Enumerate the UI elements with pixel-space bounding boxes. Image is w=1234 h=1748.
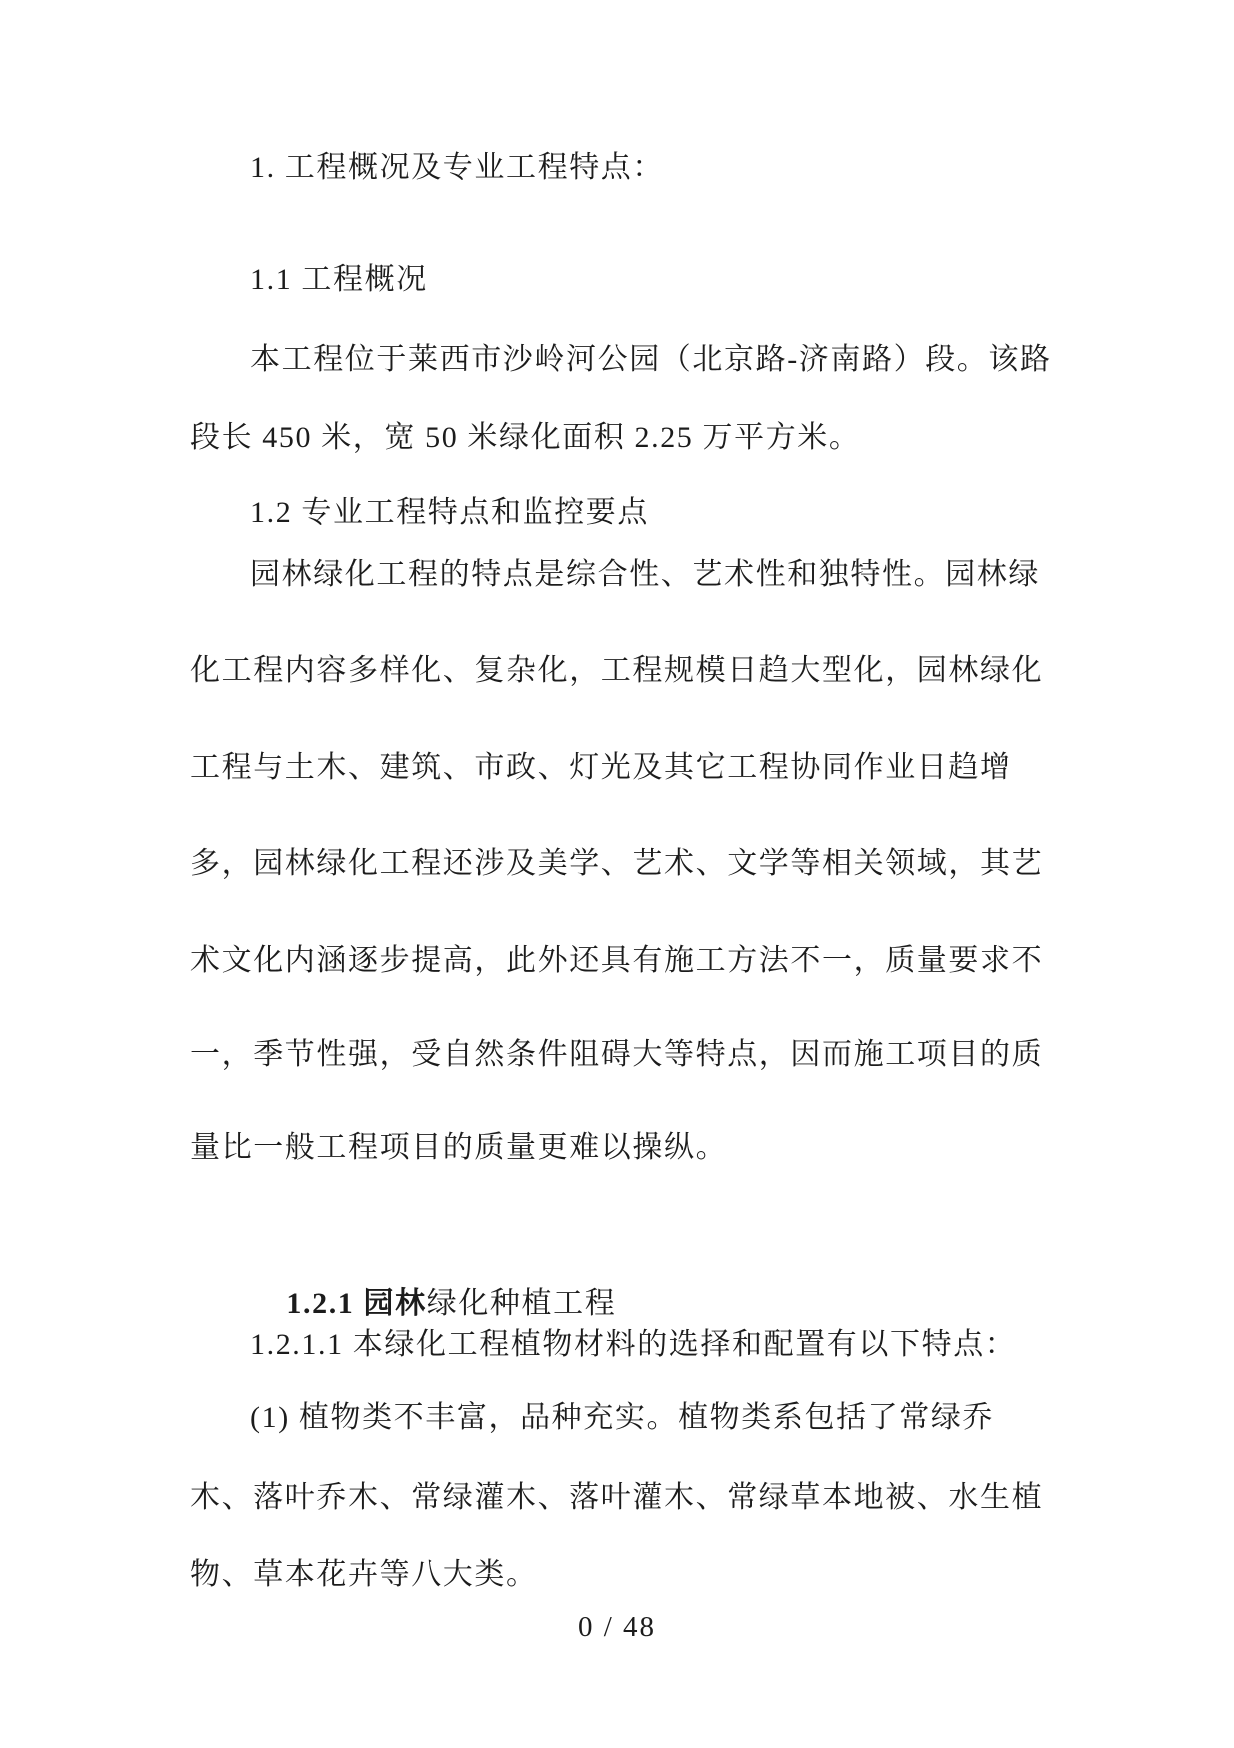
para-1-2-line-5: 术文化内涵逐步提高，此外还具有施工方法不一，质量要求不 <box>190 944 1044 977</box>
heading-1-2-1-regular-part: 绿化种植工程 <box>426 1287 617 1320</box>
para-1-1-line-2: 段长 450 米，宽 50 米绿化面积 2.25 万平方米。 <box>190 421 861 454</box>
para-1-2-line-6: 一，季节性强，受自然条件阻碍大等特点，因而施工项目的质 <box>190 1038 1044 1071</box>
para-1-2-line-1: 园林绿化工程的特点是综合性、艺术性和独特性。园林绿 <box>250 558 1040 591</box>
page-number-indicator: 0 / 48 <box>577 1611 657 1643</box>
para-item1-line-2: 木、落叶乔木、常绿灌木、落叶灌木、常绿草本地被、水生植 <box>190 1481 1044 1514</box>
para-1-2-line-2: 化工程内容多样化、复杂化，工程规模日趋大型化，园林绿化 <box>190 654 1044 687</box>
para-1-2-line-3: 工程与土木、建筑、市政、灯光及其它工程协同作业日趋增 <box>190 751 1012 784</box>
para-item1-line-1: (1) 植物类不丰富，品种充实。植物类系包括了常绿乔 <box>250 1401 995 1434</box>
para-item1-line-3: 物、草本花卉等八大类。 <box>190 1558 538 1591</box>
heading-1-2-1-1: 1.2.1.1 本绿化工程植物材料的选择和配置有以下特点： <box>250 1328 1017 1361</box>
para-1-2-line-4: 多，园林绿化工程还涉及美学、艺术、文学等相关领域，其艺 <box>190 847 1044 880</box>
heading-1-2-1-bold-part: 1.2.1 园林 <box>286 1287 427 1320</box>
para-1-2-line-7: 量比一般工程项目的质量更难以操纵。 <box>190 1131 728 1164</box>
heading-1-2: 1.2 专业工程特点和监控要点 <box>250 496 649 529</box>
heading-1: 1. 工程概况及专业工程特点： <box>250 151 664 184</box>
heading-1-1: 1.1 工程概况 <box>250 263 428 296</box>
para-1-1-line-1: 本工程位于莱西市沙岭河公园（北京路-济南路）段。该路 <box>250 343 1052 376</box>
